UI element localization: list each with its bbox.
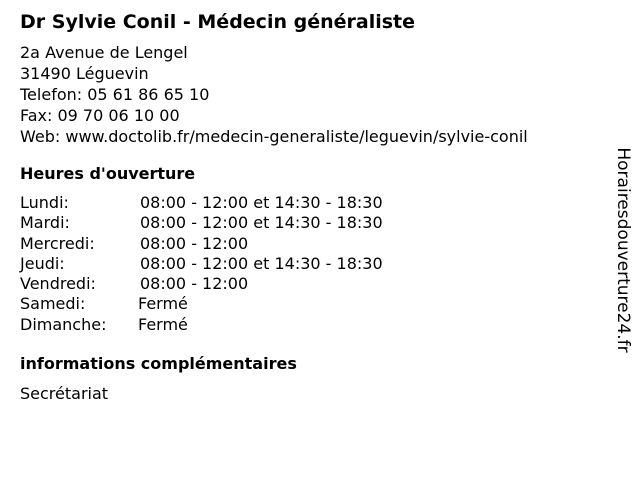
extra-info-heading: informations complémentaires (20, 354, 297, 373)
day-label: Vendredi: (20, 274, 96, 294)
phone-number: Telefon: 05 61 86 65 10 (20, 85, 210, 104)
day-label: Jeudi: (20, 253, 65, 273)
fax-number: Fax: 09 70 06 10 00 (20, 106, 180, 125)
time-value: Fermé (138, 294, 188, 314)
street-address: 2a Avenue de Lengel (20, 43, 188, 62)
time-value: 08:00 - 12:00 et 14:30 - 18:30 (140, 253, 383, 273)
opening-hours-heading: Heures d'ouverture (20, 164, 196, 183)
time-value: Fermé (138, 314, 188, 334)
brand-watermark: Horairesdouverture24.fr (613, 147, 633, 353)
address-block (20, 42, 528, 147)
day-label: Samedi: (20, 294, 86, 314)
day-label: Dimanche: (20, 314, 107, 334)
extra-info-text: Secrétariat (20, 384, 109, 403)
time-value: 08:00 - 12:00 et 14:30 - 18:30 (140, 193, 383, 212)
website-link: Web: www.doctolib.fr/medecin-generaliste/leguevin/sylvie-conil (20, 127, 528, 146)
day-label: Mardi: (20, 213, 70, 233)
city-postcode: 31490 Léguevin (20, 64, 149, 83)
day-label: Lundi: (20, 193, 69, 212)
time-value: 08:00 - 12:00 (140, 274, 249, 294)
page-title: Dr Sylvie Conil - Médecin généraliste (20, 11, 415, 33)
time-value: 08:00 - 12:00 (140, 233, 249, 253)
time-value: 08:00 - 12:00 et 14:30 - 18:30 (140, 213, 383, 233)
day-label: Mercredi: (20, 233, 95, 253)
